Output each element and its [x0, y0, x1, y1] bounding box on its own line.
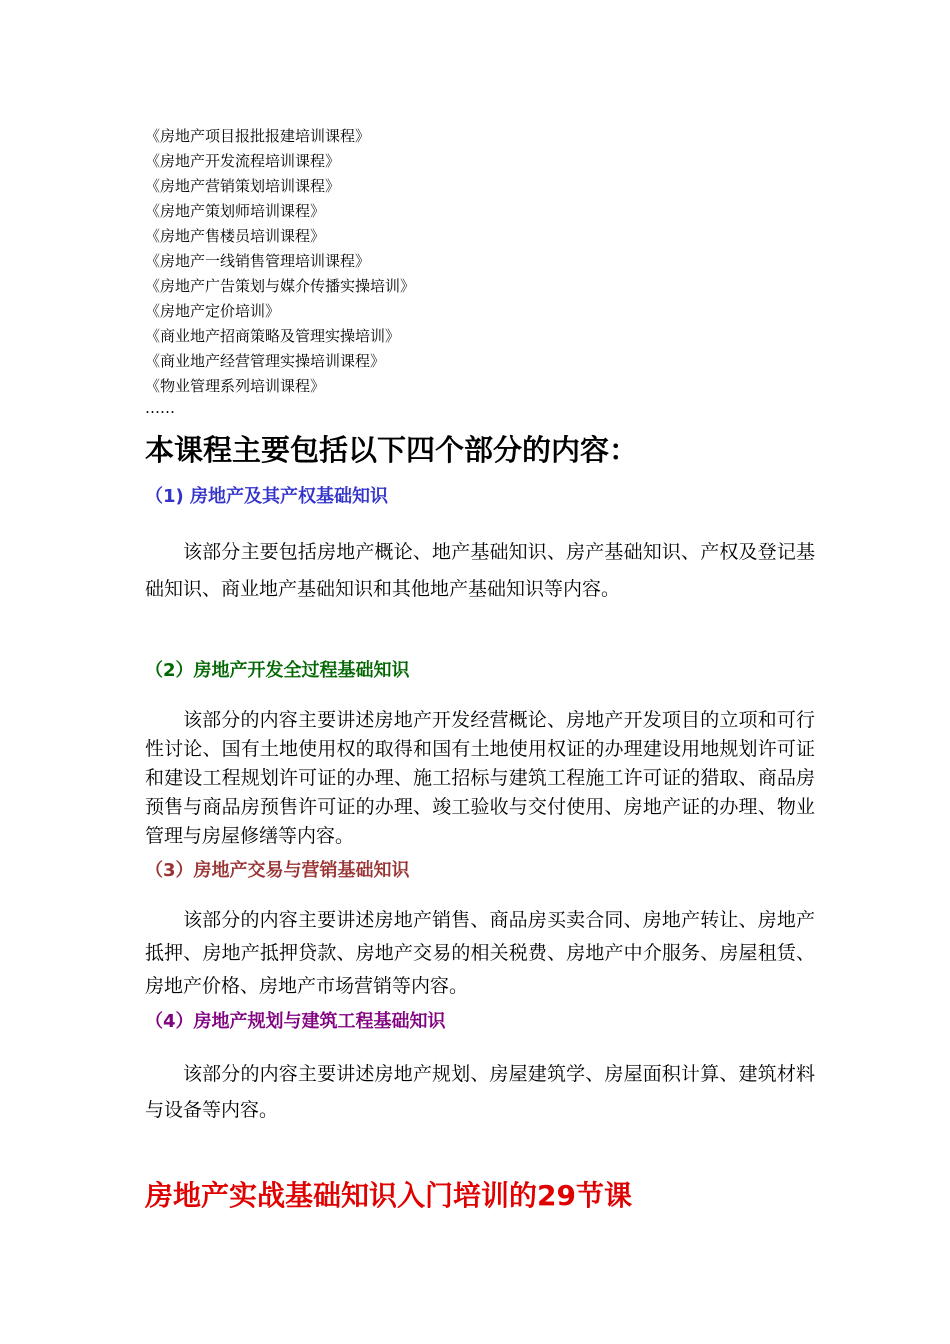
course-list-item: 《商业地产招商策略及管理实操培训》	[145, 327, 401, 345]
course-list-item: 《房地产售楼员培训课程》	[145, 227, 326, 245]
course-list-item: 《房地产开发流程培训课程》	[145, 152, 341, 170]
course-list-item: 《房地产广告策划与媒介传播实操培训》	[145, 277, 416, 295]
course-list-item: 《房地产策划师培训课程》	[145, 202, 326, 220]
section-title-4: （4）房地产规划与建筑工程基础知识	[145, 1011, 446, 1032]
main-heading: 本课程主要包括以下四个部分的内容：	[145, 433, 639, 467]
course-list	[145, 124, 415, 399]
section-title-1: （1) 房地产及其产权基础知识	[145, 486, 389, 507]
section-body-1: 该部分主要包括房地产概论、地产基础知识、房产基础知识、产权及登记基础知识、商业地产基础知识和其他地产基础知识等内容。	[145, 541, 815, 600]
course-list-item: 《房地产一线销售管理培训课程》	[145, 252, 371, 270]
course-list-item: 《房地产营销策划培训课程》	[145, 177, 341, 195]
list-ellipsis: ……	[145, 399, 175, 417]
section-title-2: （2）房地产开发全过程基础知识	[145, 660, 410, 681]
course-list-item: 《商业地产经营管理实操培训课程》	[145, 352, 386, 370]
course-list-item: 《物业管理系列培训课程》	[145, 377, 326, 395]
section-body-3: 该部分的内容主要讲述房地产销售、商品房买卖合同、房地产转让、房地产抵押、房地产抵押贷款、房地产交易的相关税费、房地产中介服务、房屋租赁、房地产价格、房地产市场营销等内容。	[145, 909, 815, 997]
course-list-item: 《房地产定价培训》	[145, 302, 281, 320]
final-heading: 房地产实战基础知识入门培训的29节课	[145, 1179, 632, 1212]
section-body-4: 该部分的内容主要讲述房地产规划、房屋建筑学、房屋面积计算、建筑材料与设备等内容。	[145, 1063, 815, 1121]
section-body-2: 该部分的内容主要讲述房地产开发经营概论、房地产开发项目的立项和可行性讨论、国有土地使用权的取得和国有土地使用权证的办理建设用地规划许可证和建设工程规划许可证的办理、施工招标与建筑工程施工许可证的猎取、商品房预售与商品房预售许可证的办理、竣工验收与交付使用、房地产证的办理、物业管理与房屋修缮等内容。	[145, 709, 815, 847]
course-list-item: 《房地产项目报批报建培训课程》	[145, 127, 371, 145]
section-title-3: （3）房地产交易与营销基础知识	[145, 860, 410, 881]
